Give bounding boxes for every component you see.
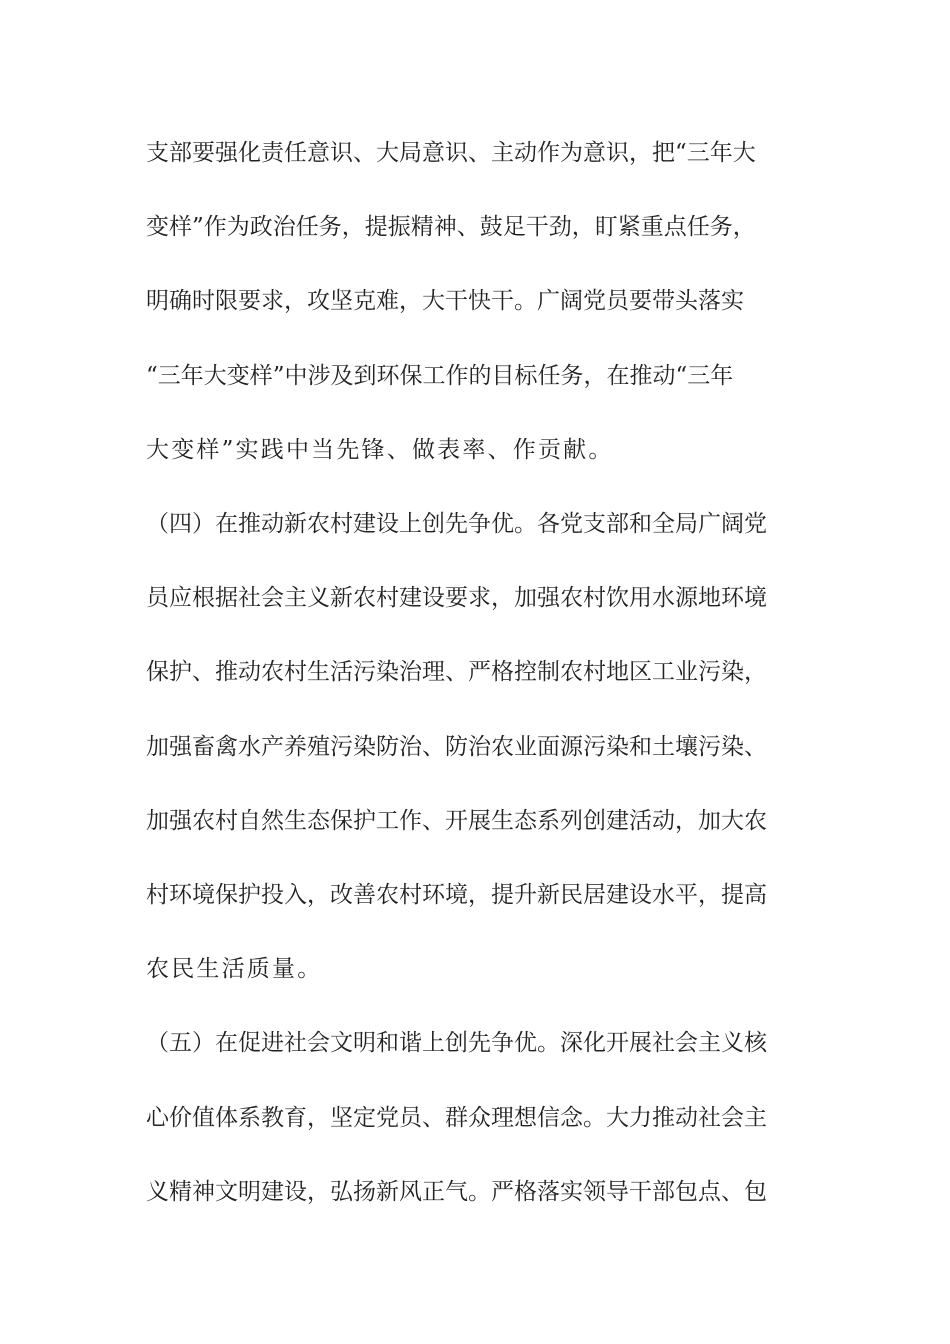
text-line: 加强农村自然生态保护工作、开展生态系列创建活动，加大农: [146, 807, 767, 834]
text-line: 支部要强化责任意识、大局意识、主动作为意识，把“三年大: [146, 140, 756, 166]
text-line: （五）在促进社会文明和谐上创先争优。深化开展社会主义核: [146, 1030, 767, 1057]
text-line: 员应根据社会主义新农村建设要求，加强农村饮用水源地环境: [146, 585, 767, 612]
text-line: （四）在推动新农村建设上创先争优。各党支部和全局广阔党: [146, 511, 767, 537]
text-line: 心价值体系教育，坚定党员、群众理想信念。大力推动社会主: [146, 1104, 767, 1131]
text-line: 保护、推动农村生活污染治理、严格控制农村地区工业污染，: [146, 659, 767, 686]
text-line: 农民生活质量。: [146, 956, 323, 983]
text-line: 义精神文明建设，弘扬新风正气。严格落实领导干部包点、包: [146, 1178, 767, 1205]
text-line: 村环境保护投入，改善农村环境，提升新民居建设水平，提高: [146, 882, 767, 908]
text-line: 大变样”实践中当先锋、做表率、作贡献。: [146, 436, 614, 463]
text-line: 变样”作为政治任务，提振精神、鼓足干劲，盯紧重点任务，: [146, 214, 756, 241]
text-line: 加强畜禽水产养殖污染防治、防治农业面源污染和土壤污染、: [146, 733, 767, 760]
text-line: 明确时限要求，攻坚克难，大干快干。广阔党员要带头落实: [146, 288, 744, 315]
text-line: “三年大变样”中涉及到环保工作的目标任务，在推动“三年: [146, 362, 734, 389]
